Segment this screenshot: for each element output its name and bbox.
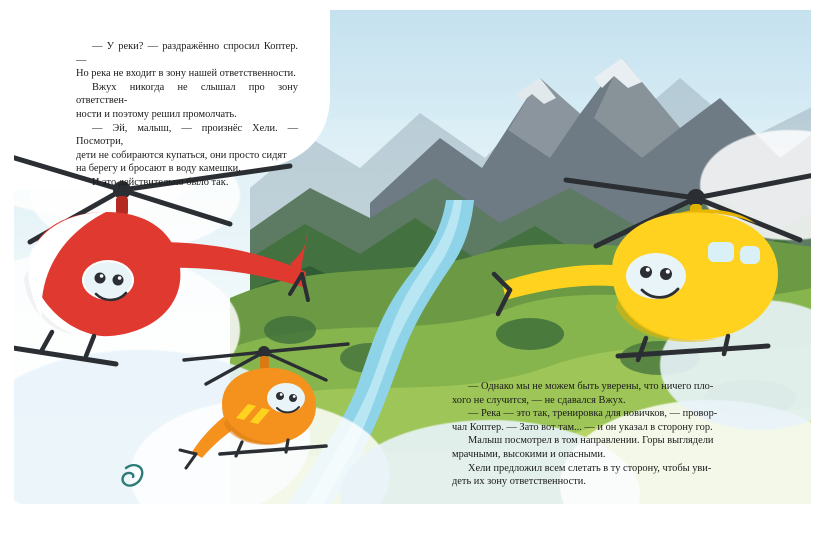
- text-line: деть их зону ответственности.: [452, 476, 586, 488]
- page-margin-bottom: [0, 504, 819, 540]
- text-line: на берегу и бросают в воду камешки.: [76, 163, 241, 175]
- text-line: И это действительно было так.: [92, 176, 229, 188]
- text-block-lower-right: [452, 380, 757, 489]
- text-line: дети не собираются купаться, они просто сидят: [76, 149, 287, 161]
- page-margin-right: [811, 0, 819, 540]
- text-line: Вжух никогда не слышал про зону ответствен-: [76, 81, 298, 107]
- text-line: — Однако мы не можем быть уверены, что ничего пло-: [468, 381, 714, 392]
- text-line: ности и поэтому решил промолчать.: [76, 108, 237, 120]
- text-line: хого не случится, — не сдавался Вжух.: [452, 394, 626, 406]
- text-line: Хели предложил всем слетать в ту сторону, чтобы уви-: [468, 462, 712, 474]
- text-line: — Река — это так, тренировка для новичков, — провор-: [468, 408, 718, 420]
- text-line: — У реки? — раздражённо спросил Коптер. —: [76, 41, 298, 66]
- page-margin-top: [0, 0, 819, 10]
- text-line: чал Коптер. — Зато вот там... — и он указал в сторону гор.: [452, 421, 713, 433]
- page-margin-left: [0, 0, 14, 540]
- text-line: — Эй, малыш, — произнёс Хели. — Посмотри,: [76, 122, 298, 148]
- text-line: Малыш посмотрел в том направлении. Горы выглядели: [468, 435, 714, 447]
- heart-swirl-logo: [120, 462, 146, 490]
- text-line: Но река не входит в зону нашей ответственности.: [76, 68, 296, 80]
- text-block-upper-left: [76, 40, 298, 190]
- text-line: мрачными, высокими и опасными.: [452, 448, 606, 460]
